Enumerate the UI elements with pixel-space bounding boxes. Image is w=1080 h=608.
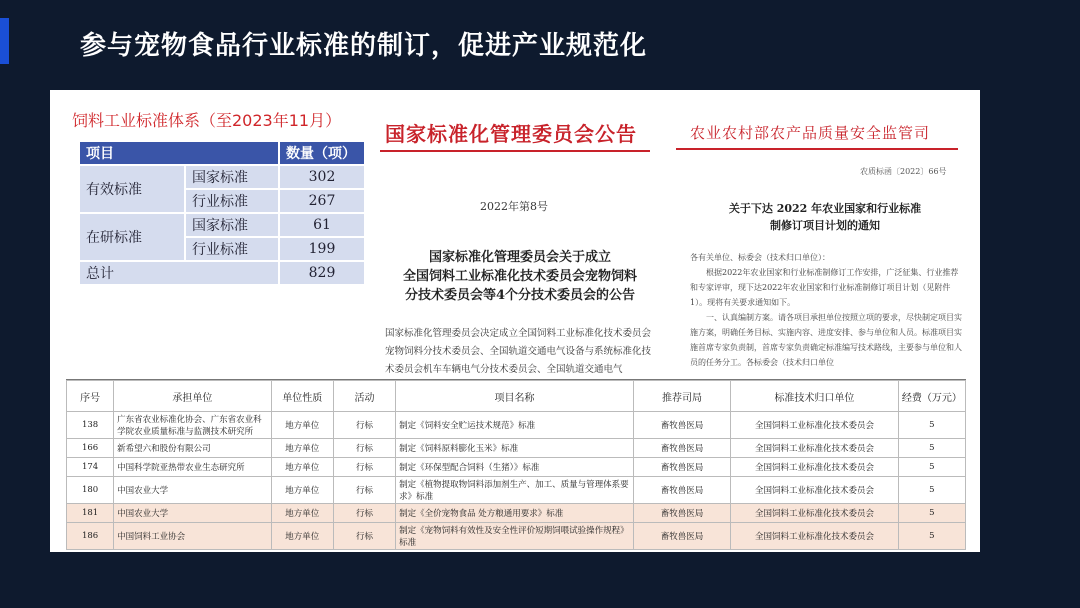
stats-row-value: 61 <box>280 214 364 236</box>
stats-header-item: 项目 <box>80 142 278 164</box>
notice-paragraph: 根据2022年农业国家和行业标准制修订工作安排，广泛征集、行业推荐和专家评审，现下达2022年农业国家和行业标准制修订项目计划（见附件1）。现将有关要求通知如下。 <box>690 268 959 307</box>
project-table-body <box>67 412 966 550</box>
project-cell-tc: 全国饲料工业标准化技术委员会 <box>731 504 899 523</box>
project-cell-unit: 中国农业大学 <box>114 504 272 523</box>
project-cell-fund: 5 <box>898 412 965 439</box>
project-header-cell: 经费（万元） <box>898 381 965 412</box>
project-cell-dept: 畜牧兽医局 <box>633 477 730 504</box>
stats-row-label: 行业标准 <box>186 190 278 212</box>
notice-title-line: 关于下达 2022 年农业国家和行业标准 <box>728 202 922 215</box>
table-row <box>67 412 966 439</box>
project-cell-name: 制定《宠物饲料有效性及安全性评价短期饲喂试验操作规程》标准 <box>396 523 634 550</box>
project-cell-activity: 行标 <box>333 504 395 523</box>
notice-rule <box>676 148 958 150</box>
table-row <box>67 504 966 523</box>
stats-row-value: 267 <box>280 190 364 212</box>
announcement-heading: 国家标准化管理委员会公告 <box>385 122 637 146</box>
project-header-cell: 推荐司局 <box>633 381 730 412</box>
project-cell-unit: 新希望六和股份有限公司 <box>114 439 272 458</box>
stats-header-row <box>80 142 364 164</box>
project-cell-activity: 行标 <box>333 523 395 550</box>
project-cell-name: 制定《全价宠物食品 处方粮通用要求》标准 <box>396 504 634 523</box>
notice-title <box>690 200 960 234</box>
project-cell-name: 制定《植物提取物饲料添加剂生产、加工、质量与管理体系要求》标准 <box>396 477 634 504</box>
announcement-number: 2022年第8号 <box>480 200 548 213</box>
project-header-cell: 序号 <box>67 381 114 412</box>
project-cell-fund: 5 <box>898 458 965 477</box>
table-row <box>67 458 966 477</box>
announcement-rule <box>380 150 650 152</box>
project-plan-table <box>66 380 966 550</box>
content-card <box>50 90 980 552</box>
stats-header-count: 数量（项） <box>280 142 364 164</box>
project-cell-no: 180 <box>67 477 114 504</box>
project-cell-name: 制定《饲料安全贮运技术规范》标准 <box>396 412 634 439</box>
project-cell-activity: 行标 <box>333 439 395 458</box>
project-cell-unit: 中国饲料工业协会 <box>114 523 272 550</box>
project-cell-dept: 畜牧兽医局 <box>633 523 730 550</box>
table-row <box>67 477 966 504</box>
project-header-cell: 活动 <box>333 381 395 412</box>
stats-group-name: 在研标准 <box>80 214 184 260</box>
stats-row-label: 国家标准 <box>186 166 278 188</box>
project-cell-fund: 5 <box>898 504 965 523</box>
project-cell-dept: 畜牧兽医局 <box>633 439 730 458</box>
project-cell-nature: 地方单位 <box>271 458 333 477</box>
stats-total-label: 总计 <box>80 262 278 284</box>
project-cell-no: 166 <box>67 439 114 458</box>
stats-title: 饲料工业标准体系（至2023年11月） <box>72 111 342 130</box>
project-cell-nature: 地方单位 <box>271 504 333 523</box>
project-cell-nature: 地方单位 <box>271 439 333 458</box>
stats-row-label: 行业标准 <box>186 238 278 260</box>
title-accent-bar <box>0 18 9 64</box>
project-cell-no: 186 <box>67 523 114 550</box>
notice-body <box>690 250 962 370</box>
announcement-title <box>395 248 645 305</box>
project-cell-fund: 5 <box>898 439 965 458</box>
project-cell-dept: 畜牧兽医局 <box>633 412 730 439</box>
stats-row-value: 302 <box>280 166 364 188</box>
project-cell-tc: 全国饲料工业标准化技术委员会 <box>731 439 899 458</box>
notice-heading: 农业农村部农产品质量安全监管司 <box>690 124 931 142</box>
slide-title: 参与宠物食品行业标准的制订，促进产业规范化 <box>80 31 648 61</box>
stats-total-value: 829 <box>280 262 364 284</box>
project-cell-unit: 中国科学院亚热带农业生态研究所 <box>114 458 272 477</box>
announcement-body: 国家标准化管理委员会决定成立全国饲料工业标准化技术委员会宠物饲料分技术委员会、全国轨道交通电气设备与系统标准化技术委员会机车车辆电气分技术委员会、全国轨道交通电气 <box>385 328 652 375</box>
project-header-row <box>67 381 966 412</box>
project-cell-name: 制定《饲料原料膨化玉米》标准 <box>396 439 634 458</box>
project-cell-activity: 行标 <box>333 412 395 439</box>
project-cell-tc: 全国饲料工业标准化技术委员会 <box>731 523 899 550</box>
standards-stats-table <box>78 140 366 286</box>
notice-doc-number: 农质标函〔2022〕66号 <box>860 167 947 176</box>
table-row <box>67 523 966 550</box>
stats-row <box>80 214 364 236</box>
project-cell-fund: 5 <box>898 523 965 550</box>
project-cell-activity: 行标 <box>333 458 395 477</box>
project-cell-tc: 全国饲料工业标准化技术委员会 <box>731 477 899 504</box>
project-cell-tc: 全国饲料工业标准化技术委员会 <box>731 412 899 439</box>
project-cell-nature: 地方单位 <box>271 477 333 504</box>
notice-paragraph: 一、认真编制方案。请各项目承担单位按照立项的要求，尽快制定项目实施方案，明确任务目标、实施内容、进度安排、参与单位和人员。标准项目实施首席专家负责制，首席专家负责确定标准编写技术路线，主要参与单位和人员的任务分工。各标委会（技术归口单位 <box>690 313 962 367</box>
project-cell-nature: 地方单位 <box>271 412 333 439</box>
table-row <box>67 439 966 458</box>
stats-group-name: 有效标准 <box>80 166 184 212</box>
project-header-cell: 单位性质 <box>271 381 333 412</box>
project-header-cell: 项目名称 <box>396 381 634 412</box>
stats-row-value: 199 <box>280 238 364 260</box>
notice-salutation: 各有关单位、标委会（技术归口单位）： <box>690 253 830 262</box>
project-cell-activity: 行标 <box>333 477 395 504</box>
notice-title-line: 制修订项目计划的通知 <box>770 219 880 232</box>
project-cell-no: 138 <box>67 412 114 439</box>
announcement-title-line: 分技术委员会等4个分技术委员会的公告 <box>404 288 636 303</box>
project-cell-tc: 全国饲料工业标准化技术委员会 <box>731 458 899 477</box>
stats-row-label: 国家标准 <box>186 214 278 236</box>
project-cell-dept: 畜牧兽医局 <box>633 458 730 477</box>
project-cell-dept: 畜牧兽医局 <box>633 504 730 523</box>
project-cell-nature: 地方单位 <box>271 523 333 550</box>
project-cell-fund: 5 <box>898 477 965 504</box>
announcement-title-line: 全国饲料工业标准化技术委员会宠物饲料 <box>402 269 637 284</box>
project-cell-name: 制定《环保型配合饲料（生猪）》标准 <box>396 458 634 477</box>
project-cell-no: 174 <box>67 458 114 477</box>
project-header-cell: 标准技术归口单位 <box>731 381 899 412</box>
project-cell-unit: 广东省农业标准化协会、广东省农业科学院农业质量标准与监测技术研究所 <box>114 412 272 439</box>
announcement-title-line: 国家标准化管理委员会关于成立 <box>428 250 611 265</box>
stats-total-row <box>80 262 364 284</box>
project-cell-no: 181 <box>67 504 114 523</box>
stats-row <box>80 166 364 188</box>
project-header-cell: 承担单位 <box>114 381 272 412</box>
project-cell-unit: 中国农业大学 <box>114 477 272 504</box>
